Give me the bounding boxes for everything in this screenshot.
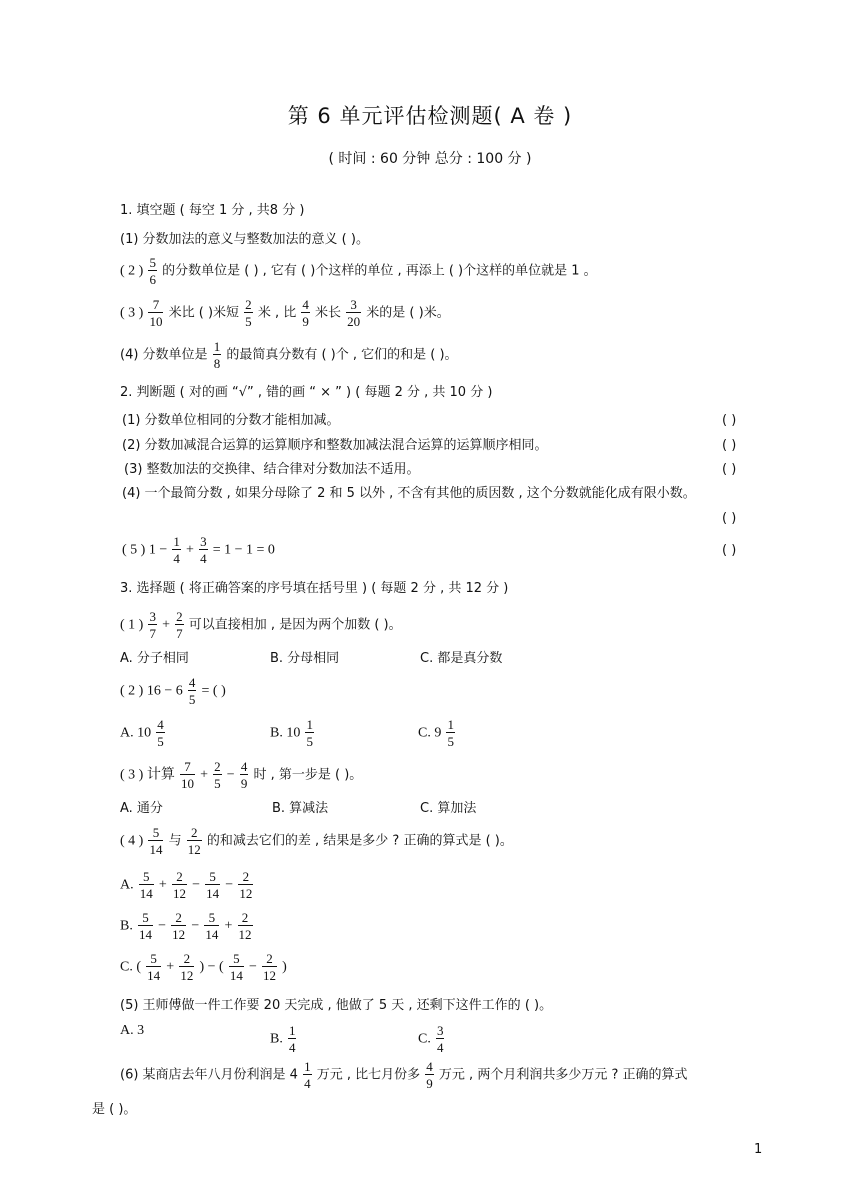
fraction-numerator: 5 xyxy=(149,255,156,270)
fraction-numerator: 2 xyxy=(262,952,277,967)
fraction xyxy=(244,298,253,328)
fraction-denominator: 14 xyxy=(229,968,243,983)
option: B. 分母相同 xyxy=(270,651,340,666)
fraction-numerator: 2 xyxy=(238,870,253,885)
fraction xyxy=(146,952,161,982)
text-segment: − xyxy=(225,877,234,893)
text-segment: (6) 某商店去年八月份利润是 4 xyxy=(120,1067,298,1083)
fraction-numerator: 1 xyxy=(173,534,180,549)
fraction-numerator: 1 xyxy=(447,717,454,732)
fraction xyxy=(148,256,157,286)
text-segment: − xyxy=(158,918,167,934)
option: B. 算减法 xyxy=(272,801,329,816)
fraction xyxy=(425,1060,434,1090)
sec1-q3 xyxy=(120,298,450,328)
text-segment: − xyxy=(191,918,200,934)
sec3-q5: (5) 王师傅做一件工作要 20 天完成 , 他做了 5 天 , 还剩下这件工作的 ( )。 xyxy=(120,998,553,1013)
answer-paren: ( ) xyxy=(722,543,737,558)
fraction-denominator: 12 xyxy=(187,842,201,857)
fraction-numerator: 2 xyxy=(214,759,221,774)
option: C. 算加法 xyxy=(420,801,477,816)
fraction-denominator: 12 xyxy=(263,968,277,983)
fraction-denominator: 14 xyxy=(139,886,153,901)
fraction-numerator: 1 xyxy=(288,1023,296,1038)
fraction xyxy=(213,340,222,370)
sec3-q4 xyxy=(120,826,513,856)
sec3-q3 xyxy=(120,760,362,790)
fraction-denominator: 5 xyxy=(447,734,454,749)
fraction xyxy=(187,826,202,856)
fraction xyxy=(213,760,222,790)
answer-paren: ( ) xyxy=(722,462,737,477)
option: C. 都是真分数 xyxy=(420,651,503,666)
fraction-denominator: 9 xyxy=(426,1076,433,1091)
fraction-denominator: 10 xyxy=(149,314,163,329)
text-segment: B. xyxy=(270,1031,283,1047)
fraction-denominator: 7 xyxy=(176,626,183,641)
fraction-denominator: 4 xyxy=(288,1040,296,1055)
option xyxy=(120,718,166,748)
fraction-denominator: 12 xyxy=(172,886,186,901)
fraction-numerator: 2 xyxy=(245,297,252,312)
text-segment: 的分数单位是 ( ) , 它有 ( )个这样的单位 , 再添上 ( )个这样的单位就是 1 。 xyxy=(162,263,597,279)
text-segment: 的和减去它们的差 , 结果是多少 ? 正确的算式是 ( )。 xyxy=(206,833,513,849)
fraction-numerator: 5 xyxy=(205,870,220,885)
fraction-denominator: 5 xyxy=(157,734,164,749)
text-segment: ) xyxy=(282,959,287,975)
option xyxy=(270,1024,297,1054)
text-segment: C. 9 xyxy=(418,725,442,741)
fraction-denominator: 14 xyxy=(149,842,163,857)
fraction xyxy=(240,760,249,790)
fraction xyxy=(172,870,187,900)
sec1-q2 xyxy=(120,256,597,286)
fraction-numerator: 1 xyxy=(306,717,313,732)
fraction-numerator: 2 xyxy=(187,826,202,841)
sec1-q4 xyxy=(120,340,458,370)
fraction-denominator: 12 xyxy=(172,927,186,942)
fraction-denominator: 8 xyxy=(213,356,221,371)
fraction xyxy=(180,760,195,790)
text-segment: ( 4 ) xyxy=(120,833,144,849)
fraction-denominator: 9 xyxy=(302,314,309,329)
fraction-denominator: 4 xyxy=(200,551,207,566)
fraction xyxy=(156,718,165,748)
fraction-denominator: 4 xyxy=(304,1076,311,1091)
text-segment: 米的是 ( )米。 xyxy=(366,305,450,321)
answer-paren: ( ) xyxy=(722,438,737,453)
fraction-denominator: 5 xyxy=(245,314,252,329)
sec2-q5 xyxy=(122,535,275,565)
text-segment: = 1 − 1 = 0 xyxy=(212,542,275,558)
sec1-q1: (1) 分数加法的意义与整数加法的意义 ( )。 xyxy=(120,232,369,247)
section-2-heading: 2. 判断题 ( 对的画 “√” , 错的画 “ × ” ) ( 每题 2 分 , 共 10 分 ) xyxy=(120,385,493,400)
fraction-numerator: 4 xyxy=(426,1059,433,1074)
sec3-q2 xyxy=(120,676,226,706)
text-segment: 时 , 第一步是 ( )。 xyxy=(253,767,363,783)
text-segment: + xyxy=(158,877,167,893)
fraction xyxy=(288,1024,297,1054)
fraction-numerator: 4 xyxy=(240,759,248,774)
text-segment: ( 5 ) 1 − xyxy=(122,542,168,558)
text-segment: + xyxy=(186,542,194,558)
sec2-q1: (1) 分数单位相同的分数才能相加减。 xyxy=(122,413,340,428)
fraction-denominator: 14 xyxy=(147,968,161,983)
text-segment: + xyxy=(224,918,233,934)
text-segment: = ( ) xyxy=(201,683,226,699)
text-segment: 米 , 比 xyxy=(257,305,297,321)
fraction-denominator: 12 xyxy=(238,927,252,942)
text-segment: (4) 分数单位是 xyxy=(120,347,208,363)
fraction-numerator: 2 xyxy=(176,609,183,624)
text-segment: − xyxy=(226,767,235,783)
fraction xyxy=(301,298,310,328)
fraction-numerator: 4 xyxy=(302,297,309,312)
text-segment: ) − ( xyxy=(199,959,224,975)
fraction xyxy=(179,952,194,982)
fraction xyxy=(305,718,314,748)
fraction xyxy=(346,298,361,328)
option xyxy=(270,718,315,748)
fraction-denominator: 14 xyxy=(205,927,219,942)
fraction xyxy=(303,1060,312,1090)
fraction-numerator: 2 xyxy=(172,870,187,885)
text-segment: 与 xyxy=(168,833,182,849)
option: A. 通分 xyxy=(120,801,163,816)
fraction-numerator: 4 xyxy=(188,675,196,690)
text-segment: + xyxy=(162,617,171,633)
text-segment: − xyxy=(248,959,257,975)
sec3-q1 xyxy=(120,610,402,640)
text-segment: ( 2 ) 16 − 6 xyxy=(120,683,183,699)
fraction-denominator: 12 xyxy=(239,886,253,901)
fraction-numerator: 5 xyxy=(139,870,154,885)
fraction-numerator: 1 xyxy=(304,1059,311,1074)
section-3-heading: 3. 选择题 ( 将正确答案的序号填在括号里 ) ( 每题 2 分 , 共 12 分 ) xyxy=(120,581,509,596)
text-segment: A. xyxy=(120,877,134,893)
fraction-denominator: 5 xyxy=(306,734,313,749)
fraction-numerator: 3 xyxy=(149,609,156,624)
fraction-numerator: 3 xyxy=(436,1023,444,1038)
fraction-denominator: 7 xyxy=(149,626,156,641)
text-segment: ( 2 ) xyxy=(120,263,144,279)
fraction-numerator: 5 xyxy=(204,911,219,926)
text-segment: ( 1 ) xyxy=(120,617,144,633)
option: A. 分子相同 xyxy=(120,651,189,666)
text-segment: A. 3 xyxy=(120,1023,145,1038)
fraction xyxy=(436,1024,445,1054)
answer-paren: ( ) xyxy=(722,511,737,526)
option xyxy=(120,911,254,941)
fraction xyxy=(204,911,219,941)
option xyxy=(418,1024,445,1054)
text-segment: 万元 , 两个月利润共多少万元 ? 正确的算式 xyxy=(438,1067,688,1083)
fraction xyxy=(148,826,163,856)
fraction-numerator: 5 xyxy=(138,911,153,926)
text-segment: 米比 ( )米短 xyxy=(168,305,240,321)
text-segment: A. 10 xyxy=(120,725,152,741)
fraction-denominator: 4 xyxy=(173,551,180,566)
fraction-denominator: 5 xyxy=(214,776,221,791)
answer-paren: ( ) xyxy=(722,413,737,428)
fraction xyxy=(205,870,220,900)
fraction xyxy=(262,952,277,982)
fraction-numerator: 7 xyxy=(148,298,163,313)
sec3-q6-line2: 是 ( )。 xyxy=(92,1102,137,1117)
sec3-q6 xyxy=(120,1060,687,1090)
sec2-q4: (4) 一个最简分数 , 如果分母除了 2 和 5 以外 , 不含有其他的质因数 , 这个分数就能化成有限小数。 xyxy=(122,486,696,501)
fraction-numerator: 3 xyxy=(200,534,207,549)
fraction xyxy=(148,610,157,640)
page-title: 第 6 单元评估检测题( A 卷 ) xyxy=(287,104,573,128)
fraction xyxy=(238,911,253,941)
text-segment: + xyxy=(200,767,209,783)
fraction xyxy=(139,870,154,900)
sec2-q2: (2) 分数加减混合运算的运算顺序和整数加减法混合运算的运算顺序相同。 xyxy=(122,438,548,453)
fraction xyxy=(229,952,244,982)
fraction-numerator: 3 xyxy=(346,298,361,313)
option xyxy=(120,1024,144,1038)
fraction-numerator: 1 xyxy=(213,339,221,354)
text-segment: + xyxy=(166,959,175,975)
fraction xyxy=(199,535,208,565)
fraction xyxy=(446,718,455,748)
fraction-denominator: 10 xyxy=(180,776,194,791)
fraction-numerator: 5 xyxy=(146,952,161,967)
text-segment: 米长 xyxy=(315,305,342,321)
text-segment: ( 3 ) xyxy=(120,305,144,321)
sec2-q3: (3) 整数加法的交换律、结合律对分数加法不适用。 xyxy=(124,462,420,477)
page-number: 1 xyxy=(754,1142,763,1157)
text-segment: C. ( xyxy=(120,959,141,975)
text-segment: 万元 , 比七月份多 xyxy=(316,1067,421,1083)
option xyxy=(418,718,456,748)
fraction-numerator: 5 xyxy=(148,826,163,841)
fraction-numerator: 2 xyxy=(171,911,186,926)
fraction-numerator: 7 xyxy=(180,760,195,775)
fraction xyxy=(175,610,184,640)
page-subtitle: ( 时间 : 60 分钟 总分 : 100 分 ) xyxy=(328,151,532,167)
fraction-denominator: 12 xyxy=(180,968,194,983)
fraction xyxy=(172,535,181,565)
text-segment: C. xyxy=(418,1031,431,1047)
fraction-denominator: 5 xyxy=(188,692,196,707)
text-segment: B. xyxy=(120,918,133,934)
fraction-numerator: 4 xyxy=(157,717,164,732)
fraction-denominator: 6 xyxy=(149,272,156,287)
fraction-denominator: 9 xyxy=(240,776,248,791)
section-1-heading: 1. 填空题 ( 每空 1 分 , 共8 分 ) xyxy=(120,203,305,218)
text-segment: ( 3 ) 计算 xyxy=(120,767,175,783)
fraction-numerator: 2 xyxy=(238,911,253,926)
text-segment: 可以直接相加 , 是因为两个加数 ( )。 xyxy=(188,617,402,633)
fraction-denominator: 20 xyxy=(347,314,361,329)
fraction xyxy=(188,676,197,706)
fraction-denominator: 14 xyxy=(138,927,152,942)
fraction-denominator: 4 xyxy=(436,1040,444,1055)
text-segment: B. 10 xyxy=(270,725,301,741)
text-segment: 的最简真分数有 ( )个 , 它们的和是 ( )。 xyxy=(226,347,458,363)
option xyxy=(120,952,287,982)
fraction xyxy=(238,870,253,900)
fraction-denominator: 14 xyxy=(206,886,220,901)
fraction xyxy=(171,911,186,941)
text-segment: − xyxy=(192,877,200,893)
fraction-numerator: 5 xyxy=(229,952,244,967)
fraction xyxy=(138,911,153,941)
fraction-numerator: 2 xyxy=(179,952,194,967)
option xyxy=(120,870,254,900)
fraction xyxy=(148,298,163,328)
